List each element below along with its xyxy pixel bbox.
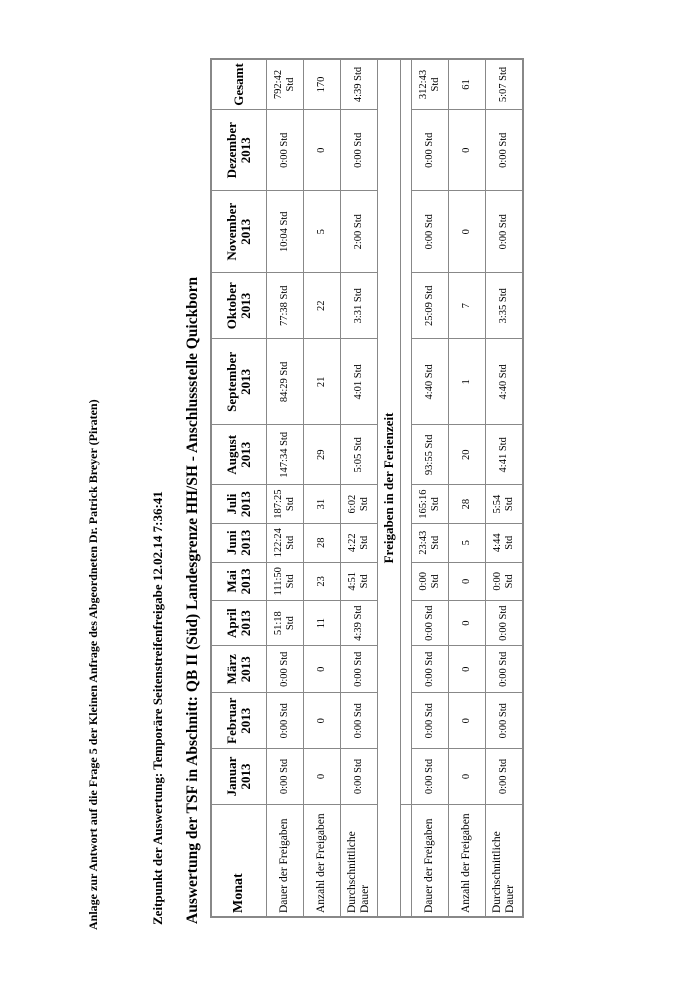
table-cell: 0:00 Std [486,749,524,805]
table-cell: 31 [304,485,341,524]
table-cell: 4:41 Std [486,425,524,485]
table-cell: 0 [449,562,486,601]
table-cell: 20 [449,425,486,485]
table-cell: 0 [449,191,486,273]
column-header: Gesamt [211,59,267,109]
table-cell: 187:25 Std [267,485,304,524]
table-cell: 0:00 Std [412,749,449,805]
column-header: Januar 2013 [211,749,267,805]
column-header: Mai 2013 [211,562,267,601]
table-cell: 4:51 Std [341,562,378,601]
table-cell: 21 [304,339,341,425]
table-cell: 0:00 Std [412,601,449,646]
table-cell: 0:00 Std [486,191,524,273]
table-cell: 0:00 Std [341,693,378,749]
table-cell: 1 [449,339,486,425]
table-cell: 5:05 Std [341,425,378,485]
table-cell: 0:00 Std [412,646,449,693]
spacer-cell [401,804,412,917]
table-cell: 25:09 Std [412,272,449,338]
spacer-cell [401,59,412,804]
table-cell: 147:34 Std [267,425,304,485]
table-cell: 4:39 Std [341,59,378,109]
table-cell: 0 [449,646,486,693]
table-cell: 0 [449,693,486,749]
table-cell: 29 [304,425,341,485]
table-cell: 0:00 Std [486,562,524,601]
ferien-section-title: Freigaben in der Ferienzeit [378,59,401,917]
table-cell: 51:18 Std [267,601,304,646]
table-cell: 0:00 Std [486,646,524,693]
row-label: Anzahl der Freigaben [449,804,486,917]
table-cell: 5:54 Std [486,485,524,524]
column-header: Juni 2013 [211,523,267,562]
table-cell: 23 [304,562,341,601]
table-cell: 11 [304,601,341,646]
table-cell: 0:00 Std [486,693,524,749]
row-label: Dauer der Freigaben [412,804,449,917]
table-cell: 4:44 Std [486,523,524,562]
table-cell: 0:00 Std [412,109,449,191]
evaluation-timestamp: Zeitpunkt der Auswertung: Temporäre Seitenstreifenfreigabe 12.02.14 7:36:41 [150,491,165,925]
table-row [486,59,524,917]
table-cell: 77:38 Std [267,272,304,338]
column-header: Dezember 2013 [211,109,267,191]
table-cell: 0 [449,601,486,646]
table-cell: 5 [304,191,341,273]
table-cell: 0 [304,109,341,191]
column-header: Juli 2013 [211,485,267,524]
column-header: November 2013 [211,191,267,273]
column-header: August 2013 [211,425,267,485]
table-cell: 170 [304,59,341,109]
table-cell: 122:24 Std [267,523,304,562]
table-cell: 0:00 Std [341,109,378,191]
ferien-table-body [378,59,524,917]
table-cell: 0:00 Std [341,749,378,805]
row-label: Durchschnittliche Dauer [341,804,378,917]
statistics-table [210,58,524,918]
table-cell: 0:00 Std [267,646,304,693]
table-cell: 4:39 Std [341,601,378,646]
table-cell: 23:43 Std [412,523,449,562]
table-cell: 165:16 Std [412,485,449,524]
table-cell: 0 [304,693,341,749]
table-row [267,59,304,917]
table-cell: 0:00 Std [412,693,449,749]
table-cell: 0:00 Std [486,601,524,646]
table-cell: 4:40 Std [412,339,449,425]
table-cell: 0:00 Std [341,646,378,693]
column-header: Oktober 2013 [211,272,267,338]
table-cell: 84:29 Std [267,339,304,425]
table-row [304,59,341,917]
table-cell: 0:00 Std [267,109,304,191]
table-row [449,59,486,917]
table-cell: 0:00 Std [486,109,524,191]
column-header: März 2013 [211,646,267,693]
column-header: Februar 2013 [211,693,267,749]
table-cell: 6:02 Std [341,485,378,524]
table-cell: 93:55 Std [412,425,449,485]
table-cell: 0 [449,749,486,805]
section-heading: Auswertung der TSF in Abschnitt: QB II (Süd) Landesgrenze HH/SH - Anschlussstelle Quickborn [184,276,201,924]
table-cell: 0:00 Std [412,562,449,601]
table-cell: 0 [304,749,341,805]
table-cell: 4:40 Std [486,339,524,425]
section-title-row [378,59,401,917]
table-cell: 5:07 Std [486,59,524,109]
table-cell: 5 [449,523,486,562]
annex-heading: Anlage zur Antwort auf die Frage 5 der Kleinen Anfrage des Abgeordneten Dr. Patrick Breyer (Piraten) [86,399,100,930]
table-cell: 7 [449,272,486,338]
table-cell: 4:01 Std [341,339,378,425]
row-label: Durchschnittliche Dauer [486,804,524,917]
spacer-row [401,59,412,917]
table-cell: 792:42 Std [267,59,304,109]
table-cell: 4:22 Std [341,523,378,562]
month-corner-label: Monat [211,804,267,917]
table-cell: 10:04 Std [267,191,304,273]
column-header: April 2013 [211,601,267,646]
table-row [341,59,378,917]
table-cell: 61 [449,59,486,109]
table-cell: 22 [304,272,341,338]
main-table-body [267,59,378,917]
table-cell: 2:00 Std [341,191,378,273]
table-cell: 0:00 Std [412,191,449,273]
table-cell: 0 [304,646,341,693]
table-cell: 312:43 Std [412,59,449,109]
table-row [412,59,449,917]
table-cell: 0:00 Std [267,749,304,805]
table-cell: 28 [449,485,486,524]
statistics-table-wrapper [210,58,524,918]
table-cell: 3:35 Std [486,272,524,338]
header-row [211,59,267,917]
table-cell: 3:31 Std [341,272,378,338]
table-cell: 28 [304,523,341,562]
table-cell: 0 [449,109,486,191]
row-label: Dauer der Freigaben [267,804,304,917]
row-label: Anzahl der Freigaben [304,804,341,917]
column-header: September 2013 [211,339,267,425]
table-cell: 0:00 Std [267,693,304,749]
table-cell: 111:50 Std [267,562,304,601]
